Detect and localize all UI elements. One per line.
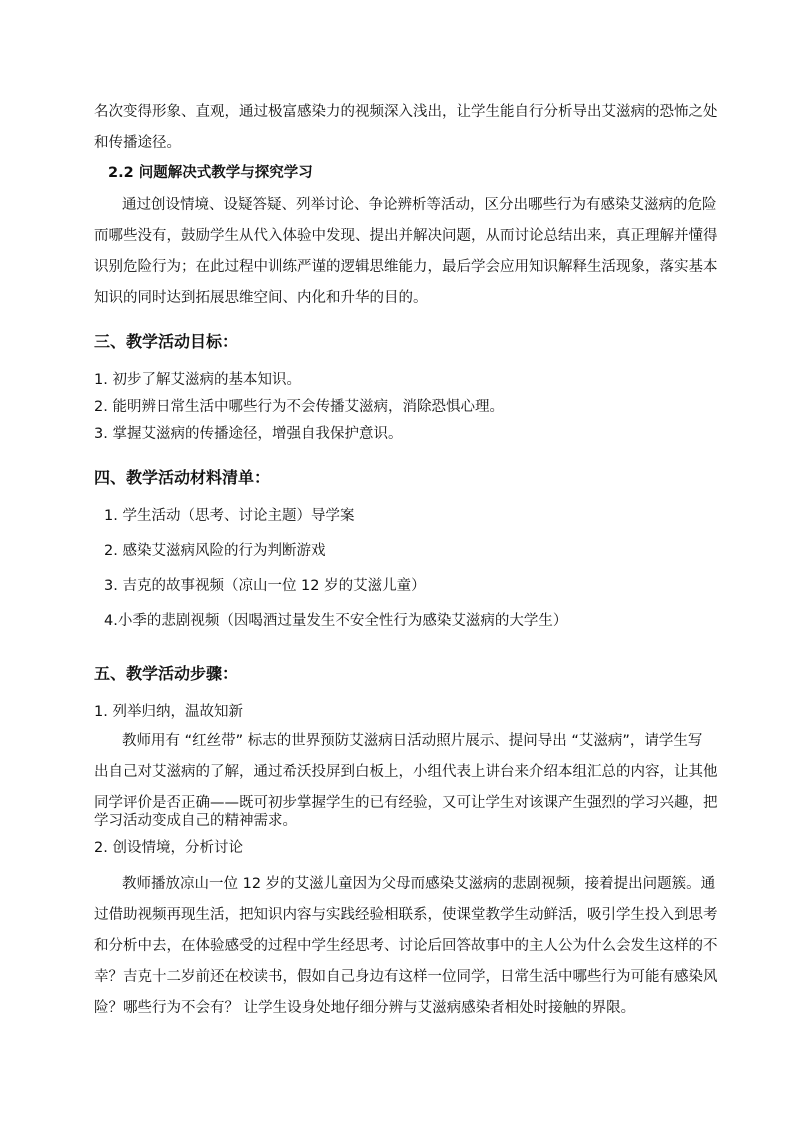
section-5-heading: 五、教学活动步骤：	[94, 664, 239, 683]
step-1-line-1: 教师用有 “红丝带” 标志的世界预防艾滋病日活动照片展示、提问导出 “艾滋病”，请学生写	[122, 733, 703, 749]
section-2-2-line-3: 识别危险行为；在此过程中训练严谨的逻辑思维能力，最后学会应用知识解释生活现象，落实基本	[94, 259, 718, 275]
section-2-2-line-2: 而哪些没有，鼓励学生从代入体验中发现、提出并解决问题，从而讨论总结出来，真正理解并懂得	[94, 228, 718, 244]
step-2-line-4: 幸？吉克十二岁前还在校读书，假如自己身边有这样一位同学，日常生活中哪些行为可能有感染风	[94, 969, 718, 985]
section-3-item-2: 2. 能明辨日常生活中哪些行为不会传播艾滋病，消除恐惧心理。	[94, 399, 504, 415]
section-2-2-line-4: 知识的同时达到拓展思维空间、内化和升华的目的。	[94, 290, 428, 306]
section-4-item-3: 3. 吉克的故事视频（凉山一位 12 岁的艾滋儿童）	[104, 578, 426, 594]
step-1-line-3: 同学评价是否正确——既可初步掌握学生的已有经验，又可让学生对该课产生强烈的学习兴趣，把	[94, 795, 718, 811]
step-2-line-1: 教师播放凉山一位 12 岁的艾滋儿童因为父母而感染艾滋病的悲剧视频，接着提出问题簇。通	[122, 876, 716, 892]
section-3-item-3: 3. 掌握艾滋病的传播途径，增强自我保护意识。	[94, 426, 403, 442]
section-4-item-2: 2. 感染艾滋病风险的行为判断游戏	[104, 543, 326, 559]
intro-line-1: 名次变得形象、直观，通过极富感染力的视频深入浅出，让学生能自行分析导出艾滋病的恐怖之处	[94, 104, 718, 120]
section-2-2-heading: 2.2 问题解决式教学与探究学习	[108, 165, 313, 181]
step-2-line-2: 过借助视频再现生活，把知识内容与实践经验相联系，使课堂教学生动鲜活，吸引学生投入到思考	[94, 907, 718, 923]
step-1-title: 1. 列举归纳，温故知新	[94, 704, 243, 720]
step-2-title: 2. 创设情境，分析讨论	[94, 840, 243, 856]
step-2-line-5: 险？哪些行为不会有？ 让学生设身处地仔细分辨与艾滋病感染者相处时接触的界限。	[94, 1000, 636, 1016]
section-3-heading: 三、教学活动目标：	[94, 332, 239, 351]
step-1-line-2: 出自己对艾滋病的了解，通过希沃投屏到白板上，小组代表上讲台来介绍本组汇总的内容，让其他	[94, 764, 718, 780]
section-4-item-1: 1. 学生活动（思考、讨论主题）导学案	[104, 508, 355, 524]
intro-line-2: 和传播途径。	[94, 135, 181, 151]
section-4-item-4: 4.小季的悲剧视频（因喝酒过量发生不安全性行为感染艾滋病的大学生）	[104, 613, 568, 629]
section-4-heading: 四、教学活动材料清单：	[94, 468, 271, 487]
step-2-line-3: 和分析中去，在体验感受的过程中学生经思考、讨论后回答故事中的主人公为什么会发生这样的不	[94, 938, 718, 954]
section-2-2-line-1: 通过创设情境、设疑答疑、列举讨论、争论辨析等活动，区分出哪些行为有感染艾滋病的危险	[122, 197, 717, 213]
step-1-line-4: 学习活动变成自己的精神需求。	[94, 813, 297, 829]
section-3-item-1: 1. 初步了解艾滋病的基本知识。	[94, 372, 301, 388]
